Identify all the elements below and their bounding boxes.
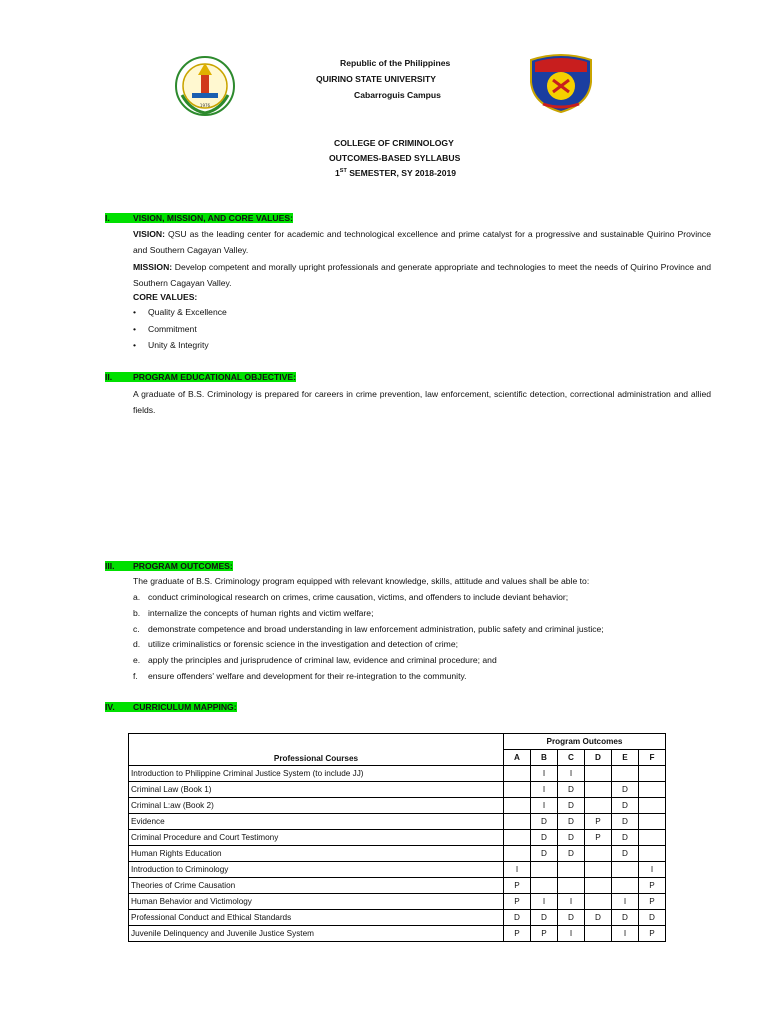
section-3-heading [105, 561, 233, 571]
outcome-letter: d. [133, 639, 141, 650]
table-row [129, 894, 666, 910]
course-cell: Theories of Crime Causation [129, 878, 504, 894]
section-1-number: I. [105, 213, 133, 223]
column-header: E [612, 750, 639, 766]
outcome-cell: D [612, 782, 639, 798]
outcome-cell: P [639, 878, 666, 894]
semester-superscript: ST [339, 168, 347, 175]
section-4-number: IV. [105, 702, 133, 712]
column-header: D [585, 750, 612, 766]
course-cell: Human Behavior and Victimology [129, 894, 504, 910]
outcome-cell [585, 766, 612, 782]
outcome-cell [504, 814, 531, 830]
course-cell: Introduction to Criminology [129, 862, 504, 878]
course-cell: Professional Conduct and Ethical Standards [129, 910, 504, 926]
outcome-cell: P [639, 894, 666, 910]
outcome-cell [612, 766, 639, 782]
outcome-cell: D [612, 846, 639, 862]
section-2-title: PROGRAM EDUCATIONAL OBJECTIVE: [133, 372, 296, 382]
outcome-letter: a. [133, 592, 141, 602]
table-row [129, 798, 666, 814]
outcome-cell [585, 894, 612, 910]
outcome-cell: I [558, 894, 585, 910]
semester-rest: SEMESTER, SY 2018-2019 [346, 168, 457, 178]
table-row [129, 814, 666, 830]
outcome-cell: D [531, 814, 558, 830]
outcome-cell: D [612, 798, 639, 814]
outcome-cell [504, 782, 531, 798]
table-row [129, 910, 666, 926]
outcome-cell: P [504, 878, 531, 894]
outcome-cell [585, 862, 612, 878]
course-cell: Evidence [129, 814, 504, 830]
core-value-item: • Commitment [133, 324, 227, 341]
outcome-cell: P [504, 894, 531, 910]
outcome-cell: P [639, 926, 666, 942]
course-cell: Criminal Law (Book 1) [129, 782, 504, 798]
outcome-item [133, 655, 604, 671]
course-cell: Juvenile Delinquency and Juvenile Justice System [129, 926, 504, 942]
outcome-letter: c. [133, 623, 140, 634]
outcome-cell [558, 862, 585, 878]
section-1-heading [105, 213, 293, 223]
outcome-cell: D [585, 910, 612, 926]
table-row [129, 846, 666, 862]
university-seal-logo [172, 55, 238, 117]
outcome-cell: P [585, 814, 612, 830]
section-2-number: II. [105, 372, 133, 382]
table-row [129, 766, 666, 782]
outcome-cell: I [504, 862, 531, 878]
svg-text:1976: 1976 [199, 103, 211, 108]
courses-header: Professional Courses [129, 734, 504, 766]
outcome-cell: D [558, 910, 585, 926]
column-header: A [504, 750, 531, 766]
outcome-item [133, 608, 604, 624]
outcome-item [133, 592, 604, 608]
table-row [129, 830, 666, 846]
syllabus-title: OUTCOMES-BASED SYLLABUS [329, 153, 461, 163]
column-header: B [531, 750, 558, 766]
mission-label: MISSION: [133, 262, 173, 272]
outcome-cell: D [558, 782, 585, 798]
outcome-cell [639, 766, 666, 782]
outcome-cell: I [639, 862, 666, 878]
table-row [129, 782, 666, 798]
outcome-item [133, 671, 604, 687]
criminology-badge-logo [525, 52, 597, 114]
outcome-cell [585, 782, 612, 798]
outcome-cell [504, 830, 531, 846]
outcome-cell: I [531, 766, 558, 782]
outcome-cell [585, 798, 612, 814]
outcome-cell [612, 862, 639, 878]
outcome-cell [531, 878, 558, 894]
outcome-cell [504, 766, 531, 782]
curriculum-mapping-table [128, 733, 666, 942]
section-4-heading [105, 702, 237, 712]
outcome-cell [639, 830, 666, 846]
outcome-cell: I [612, 894, 639, 910]
outcome-cell: P [585, 830, 612, 846]
course-cell: Introduction to Philippine Criminal Justice System (to include JJ) [129, 766, 504, 782]
course-cell: Criminal Procedure and Court Testimony [129, 830, 504, 846]
objective-paragraph: A graduate of B.S. Criminology is prepared for careers in crime prevention, law enforcement, scientific detection, correctional administration and allied fields. [133, 389, 711, 415]
section-2-heading [105, 372, 296, 382]
outcome-cell [639, 846, 666, 862]
section-3-number: III. [105, 561, 133, 571]
program-outcomes-list [133, 592, 604, 687]
outcome-item [133, 639, 604, 655]
table-row [129, 878, 666, 894]
outcome-cell [504, 846, 531, 862]
outcome-text: internalize the concepts of human rights and victim welfare; [148, 607, 374, 618]
semester-title [335, 168, 456, 178]
outcome-cell [585, 846, 612, 862]
outcome-cell [531, 862, 558, 878]
table-body [129, 766, 666, 942]
core-values-label: CORE VALUES: [133, 292, 198, 302]
section-1-title: VISION, MISSION, AND CORE VALUES: [133, 213, 293, 223]
outcome-cell [585, 878, 612, 894]
section-3-title: PROGRAM OUTCOMES: [133, 561, 233, 571]
outcome-cell: D [558, 830, 585, 846]
outcome-cell [558, 878, 585, 894]
outcomes-intro: The graduate of B.S. Criminology program equipped with relevant knowledge, skills, attitude and values shall be able to: [133, 576, 590, 586]
outcome-cell [504, 798, 531, 814]
outcome-letter: f. [133, 670, 138, 681]
outcome-cell: D [639, 910, 666, 926]
course-cell: Human Rights Education [129, 846, 504, 862]
college-title: COLLEGE OF CRIMINOLOGY [334, 138, 454, 148]
outcome-cell: P [531, 926, 558, 942]
column-header: C [558, 750, 585, 766]
outcome-cell: P [504, 926, 531, 942]
course-cell: Criminal L:aw (Book 2) [129, 798, 504, 814]
outcome-text: conduct criminological research on crimes, crime causation, victims, and offenders to include deviant behavior; [148, 592, 569, 602]
outcome-letter: e. [133, 655, 141, 666]
outcome-cell: D [531, 846, 558, 862]
outcome-text: utilize criminalistics or forensic science in the investigation and detection of crime; [148, 639, 458, 650]
outcome-cell: D [531, 830, 558, 846]
outcome-item [133, 624, 604, 640]
outcome-cell: D [558, 846, 585, 862]
outcome-text: ensure offenders' welfare and development for their re-integration to the community. [148, 670, 467, 681]
outcome-cell: I [558, 766, 585, 782]
mission-text: Develop competent and morally upright professionals and generate appropriate and technologies to meet the needs of Quirino Province and Southern Cagayan Valley. [133, 262, 711, 288]
core-value-item: • Unity & Integrity [133, 340, 227, 357]
table-row [129, 862, 666, 878]
core-values-list [133, 307, 227, 357]
core-value-item: • Quality & Excellence [133, 307, 227, 324]
vision-paragraph [133, 226, 711, 258]
outcome-cell: D [612, 830, 639, 846]
vision-text: QSU as the leading center for academic and technological excellence and prime catalyst for a progressive and sustainable Quirino Province and Southern Cagayan Valley. [133, 229, 711, 255]
outcome-cell [585, 926, 612, 942]
outcome-cell: D [531, 910, 558, 926]
table-header-row [129, 734, 666, 750]
outcome-cell: I [531, 782, 558, 798]
vision-label: VISION: [133, 229, 165, 239]
column-header: F [639, 750, 666, 766]
outcome-cell [639, 814, 666, 830]
university-name: QUIRINO STATE UNIVERSITY [316, 74, 437, 84]
outcome-text: demonstrate competence and broad understanding in law enforcement administration, public safety and criminal justice; [148, 623, 604, 634]
semester-number: 1 [335, 168, 340, 178]
outcome-cell: I [612, 926, 639, 942]
outcome-cell [639, 798, 666, 814]
outcome-cell: D [558, 798, 585, 814]
outcome-cell: D [612, 814, 639, 830]
section-4-title: CURRICULUM MAPPING: [133, 702, 237, 712]
outcome-letter: b. [133, 607, 141, 618]
outcome-cell: D [558, 814, 585, 830]
mission-paragraph [133, 259, 711, 291]
outcomes-header: Program Outcomes [504, 734, 666, 750]
outcome-cell [612, 878, 639, 894]
outcome-cell: I [531, 894, 558, 910]
campus-name: Cabarroguis Campus [354, 90, 441, 100]
outcome-cell: D [612, 910, 639, 926]
outcome-cell [639, 782, 666, 798]
outcome-text: apply the principles and jurisprudence of criminal law, evidence and criminal procedure; and [148, 655, 497, 666]
republic-text: Republic of the Philippines [340, 58, 451, 68]
table-row [129, 926, 666, 942]
outcome-cell: I [531, 798, 558, 814]
outcome-cell: I [558, 926, 585, 942]
outcome-cell: D [504, 910, 531, 926]
